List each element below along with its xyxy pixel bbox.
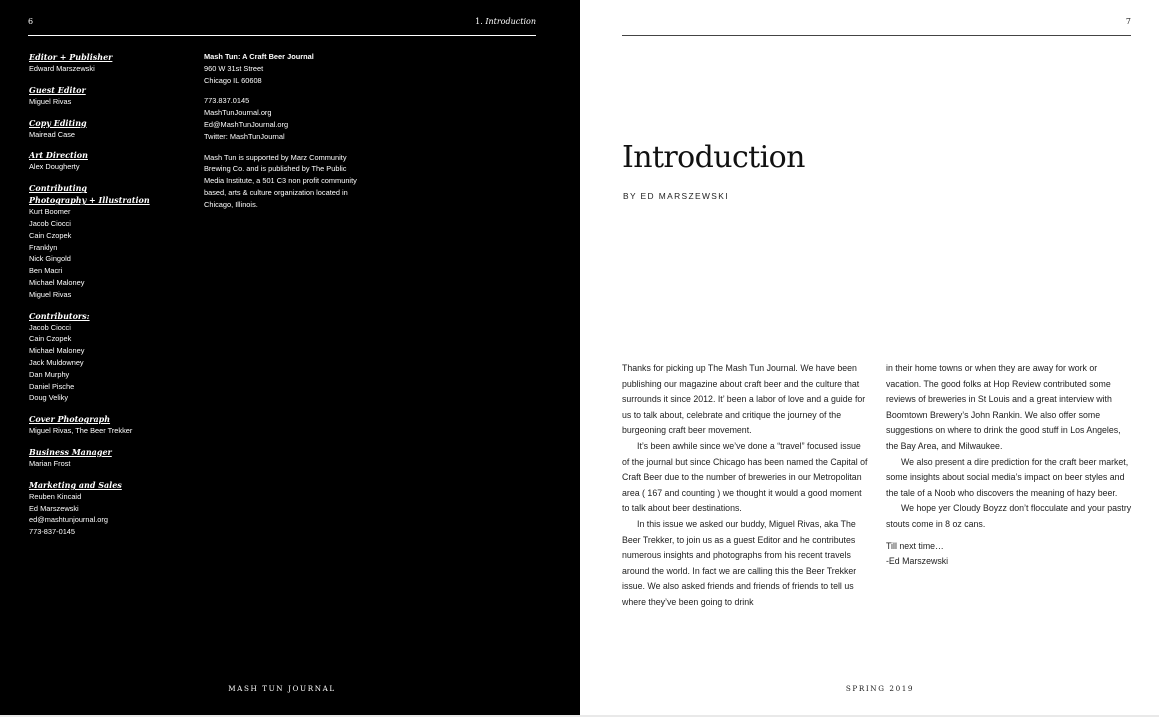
credit-role: Editor + Publisher	[29, 52, 113, 62]
masthead-page	[0, 0, 580, 715]
credit-name: Doug Veliky	[29, 393, 69, 403]
credit-name: Michael Maloney	[29, 346, 85, 356]
credit-name: Jacob Ciocci	[29, 218, 71, 228]
org-name: Mash Tun: A Craft Beer Journal	[204, 52, 314, 61]
credit-role: Photography + Illustration	[29, 195, 150, 206]
paragraph: Thanks for picking up The Mash Tun Journal. We have been publishing our magazine about craft beer and the culture that surrounds it since 2012. It’ been a labor of love and a guide for us to talk about, celebrate and critique the journey of the burgeoning craft beer movement.	[622, 363, 866, 436]
about-line: Media Institute, a 501 C3 non profit community	[204, 176, 357, 186]
credit-role: Copy Editing	[29, 117, 87, 128]
credit-name: Miguel Rivas, The Beer Trekker	[29, 426, 133, 436]
publisher-contact	[204, 51, 374, 220]
address-block	[204, 51, 374, 86]
credit-role: Marketing and Sales	[29, 479, 122, 490]
credit-group	[29, 413, 189, 437]
email: Ed@MashTunJournal.org	[204, 119, 289, 129]
credit-name: Kurt Boomer	[29, 207, 71, 217]
credit-role: Art Direction	[29, 150, 88, 161]
credit-name: Michael Maloney	[29, 277, 85, 287]
body-column-2	[886, 361, 1133, 570]
credit-name: Nick Gingold	[29, 254, 71, 264]
credit-role: Business Manager	[29, 446, 112, 457]
footer-journal-name: MASH TUN JOURNAL	[228, 684, 336, 693]
credit-name: Mairead Case	[29, 129, 76, 139]
phone: 773.837.0145	[204, 96, 250, 106]
paragraph: We hope yer Cloudy Boyzz don’t flocculate and your pastry stouts come in 8 oz cans.	[886, 503, 1132, 529]
paragraph: in their home towns or when they are away for work or vacation. The good folks at Hop Review contributed some reviews of breweries in St Louis and a great interview with Boomtown Brewery’s John Rankin. We also offer some suggestions on where to drink the good stuff in Los Angeles, the Bay Area, and Milwaukee.	[886, 363, 1121, 451]
sign-off: Till next time…	[886, 540, 944, 551]
paragraph: We also present a dire prediction for the craft beer market, some insights about social media’s impact on beer styles and the tale of a Noob who discovers the meaning of hazy beer.	[886, 456, 1129, 498]
credit-group	[29, 117, 189, 141]
credit-role: Contributors:	[29, 310, 90, 321]
credit-group	[29, 84, 189, 108]
credit-name: Edward Marszewski	[29, 64, 95, 73]
paragraph: It’s been awhile since we’ve done a “travel” focused issue of the journal but since Chicago has been named the Capital of Craft Beer due to the number of breweries in our Metropolitan area ( 167 and counting ) we thought it would a good moment to talk about beer destinations.	[622, 440, 868, 514]
page-title: Introduction	[622, 140, 805, 175]
credit-group	[29, 182, 189, 300]
about-line: Chicago, Illinois.	[204, 199, 258, 209]
introduction-page	[580, 0, 1159, 715]
credit-name: Ed Marszewski	[29, 503, 79, 513]
about-line: Mash Tun is supported by Marz Community	[204, 152, 347, 162]
credit-name: 773-837-0145	[29, 527, 76, 537]
credit-name: Franklyn	[29, 242, 58, 252]
credit-group	[29, 149, 189, 173]
running-head-prefix: 1.	[475, 17, 486, 26]
credit-name: Miguel Rivas	[29, 96, 72, 106]
page-number: 6	[28, 17, 34, 26]
contact-block	[204, 95, 374, 142]
header-rule	[622, 35, 1131, 36]
credit-role: Contributing	[29, 183, 88, 194]
twitter: Twitter: MashTunJournal	[204, 131, 285, 141]
address-line: 960 W 31st Street	[204, 63, 264, 73]
credit-group	[29, 479, 189, 538]
credit-name: Alex Dougherty	[29, 162, 80, 172]
credit-group	[29, 446, 189, 470]
paragraph: In this issue we asked our buddy, Miguel Rivas, aka The Beer Trekker, to join us as a guest Editor and he contributes numerous insights and photographs from his recent travels around the world. In fact we are calling this the Beer Trekker issue. We also asked friends and friends of friends to tell us where they’ve been going to drink	[622, 518, 857, 607]
credit-name: Jack Muldowney	[29, 357, 84, 367]
credit-name: Cain Czopek	[29, 230, 72, 240]
credit-role: Guest Editor	[29, 84, 86, 95]
credit-group	[29, 310, 189, 405]
credit-group	[29, 51, 189, 75]
about-block	[204, 152, 374, 211]
body-column-1	[622, 361, 869, 611]
about-line: based, arts & culture organization located in	[204, 187, 348, 197]
credit-name: ed@mashtunjournal.org	[29, 515, 108, 525]
credit-name: Reuben Kincaid	[29, 491, 82, 501]
author-signature: -Ed Marszewski	[886, 556, 949, 567]
credit-name: Daniel Pische	[29, 381, 75, 391]
running-head	[475, 17, 536, 26]
address-line: Chicago IL 60608	[204, 75, 262, 85]
footer-issue-date: SPRING 2019	[845, 684, 915, 693]
masthead-credits	[29, 51, 189, 547]
credit-name: Ben Macri	[29, 266, 63, 276]
credit-name: Marian Frost	[29, 458, 71, 468]
credit-role: Cover Photograph	[29, 414, 111, 425]
about-line: Brewing Co. and is published by The Public	[204, 164, 347, 174]
running-head-section: Introduction	[485, 17, 536, 26]
byline: BY ED MARSZEWSKI	[623, 191, 730, 201]
header-rule	[28, 35, 536, 36]
credit-name: Dan Murphy	[29, 369, 70, 379]
page-number: 7	[1125, 17, 1131, 26]
credit-name: Cain Czopek	[29, 334, 72, 344]
website: MashTunJournal.org	[204, 108, 272, 118]
credit-name: Jacob Ciocci	[29, 322, 71, 332]
credit-name: Miguel Rivas	[29, 289, 72, 299]
